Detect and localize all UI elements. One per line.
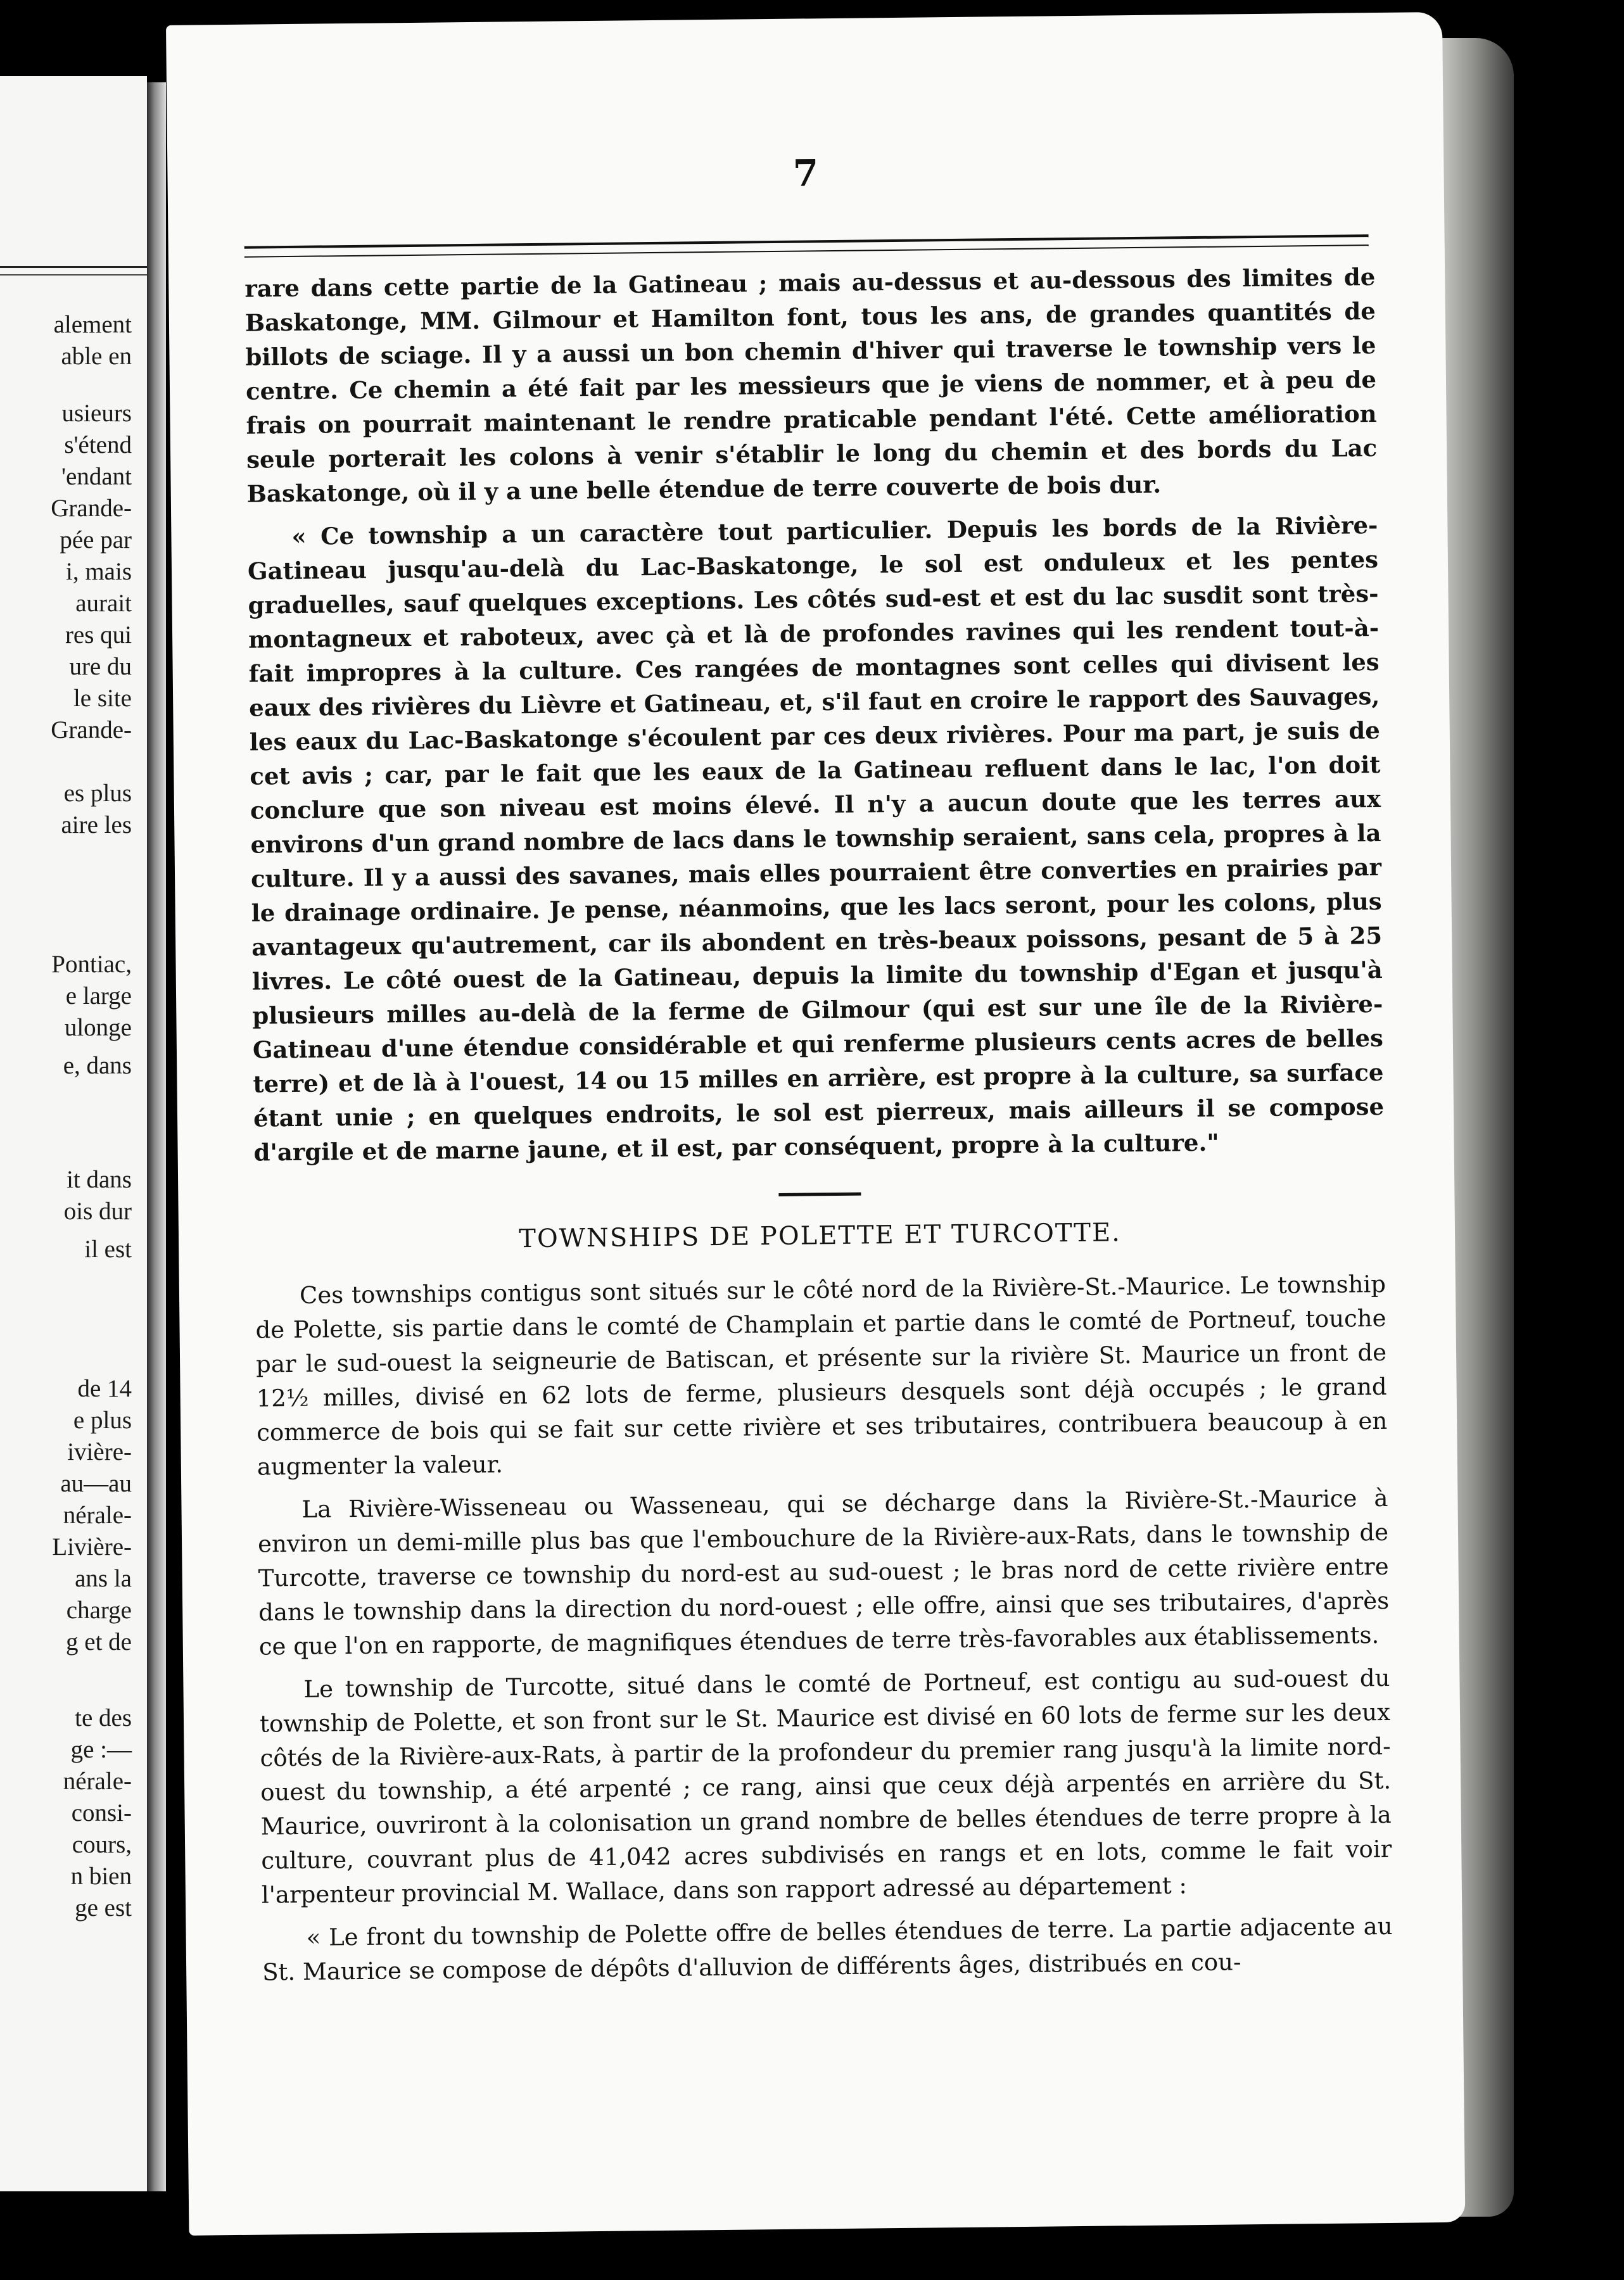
left-page-fragment: ge est xyxy=(75,1894,132,1922)
left-page-fragment: es plus xyxy=(63,780,132,807)
paragraph-4: La Rivière-Wisseneau ou Wasseneau, qui se décharge dans la Rivière-St.-Maurice à environ un demi-mille plus bas que l'embouchure de la Rivière-aux-Rats, dans le township de Turcotte, traverse ce township du nord-est au sud-ouest ; le bras nord de cette rivière entre dans le township dans la direction du nord-ouest ; elle offre, ainsi que ses tributaires, d'après ce que l'on en rapporte, de magnifiques étendues de terre très-favorables aux établissements. xyxy=(257,1484,1390,1661)
left-page-fragment: nérale- xyxy=(63,1502,132,1529)
page-body xyxy=(244,260,1393,1990)
left-page-fragment: ulonge xyxy=(64,1014,132,1041)
left-page-fragment: au—au xyxy=(60,1470,132,1497)
book-spine xyxy=(147,82,166,2191)
left-page-fragment: it dans xyxy=(67,1166,132,1193)
left-page-fragment: 'endant xyxy=(61,463,132,490)
left-page-fragment: res qui xyxy=(65,621,132,649)
header-rule xyxy=(244,234,1369,258)
left-page-fragment: Grande- xyxy=(51,716,132,744)
left-page-fragment: nérale- xyxy=(63,1768,132,1795)
left-page-fragment: pée par xyxy=(60,526,132,554)
left-page-fragment: Grande- xyxy=(51,495,132,522)
left-page-fragment: le site xyxy=(73,685,132,712)
paragraph-3: Ces townships contigus sont situés sur le côté nord de la Rivière-St.-Maurice. Le township de Polette, sis partie dans le comté de Champlain et partie dans le comté de Portneuf, touche par le sud-ouest la seigneurie de Batiscan, et présente sur la rivière St. Maurice un front de 12½ milles, divisé en 62 lots de ferme, plusieurs desquels sont déjà occupés ; le grand commerce de bois qui se fait sur cette rivière et ses tributaires, contribuera beaucoup à en augmenter la valeur. xyxy=(255,1270,1388,1481)
left-page-header-rule xyxy=(0,266,147,276)
left-page-fragment: alement xyxy=(53,311,132,338)
left-page-fragment: cours, xyxy=(72,1831,132,1858)
left-page-fragment: charge xyxy=(66,1597,132,1624)
page-number: 7 xyxy=(792,151,819,195)
left-page-fragment: ans la xyxy=(75,1565,132,1592)
left-page-fragment: Livière- xyxy=(52,1533,132,1561)
section-title: TOWNSHIPS DE POLETTE ET TURCOTTE. xyxy=(519,1218,1122,1254)
left-page-fragment: il est xyxy=(84,1236,132,1263)
left-page-fragment: consi- xyxy=(71,1799,132,1827)
left-page-fragment: e, dans xyxy=(63,1052,132,1079)
paragraph-1: rare dans cette partie de la Gatineau ; mais au-dessus et au-dessous des limites de Baskatonge, MM. Gilmour et Hamilton font, tous les ans, de grandes quantités de billots de sciage. Il y a aussi un bon chemin d'hiver qui traverse le township vers le centre. Ce chemin a été fait par les messieurs que je viens de nommer, et à peu de frais on pourrait maintenant le rendre praticable pendant l'été. Cette amélioration seule porterait les colons à venir s'établir le long du chemin et des bords du Lac Baskatonge, où il y a une belle étendue de terre couverte de bois dur. xyxy=(244,263,1378,508)
left-facing-page xyxy=(0,76,147,2191)
left-page-fragment: s'étend xyxy=(64,431,132,459)
paragraph-2-quote: « Ce township a un caractère tout particulier. Depuis les bords de la Rivière-Gatineau jusqu'au-delà du Lac-Baskatonge, le sol est onduleux et les pentes graduelles, sauf quelques exceptions. Les côtés sud-est et est du lac susdit sont très-montagneux et raboteux, avec çà et là de profondes ravines qui les rendent tout-à-fait impropres à la culture. Ces rangées de montagnes sont celles qui divisent les eaux des rivières du Lièvre et Gatineau, et, s'il faut en croire le rapport des Sauvages, les eaux du Lac-Baskatonge s'écoulent par ces deux rivières. Pour ma part, je suis de cet avis ; car, par le fait que les eaux de la Gatineau refluent dans le lac, l'on doit conclure que son niveau est moins élevé. Il n'y a aucun doute que les terres aux environs d'un grand nombre de lacs dans le township seraient, sans cela, propres à la culture. Il y a aussi des savanes, mais elles pourraient être converties en prairies par le drainage ordinaire. Je pense, néanmoins, que les lacs seront, pour les colons, plus avantageux qu'autrement, car ils abondent en très-beaux poissons, pesant de 5 à 25 livres. Le côté ouest de la Gatineau, depuis la limite du township d'Egan et jusqu'à plusieurs milles au-delà de la ferme de Gilmour (qui est sur une île de la Rivière-Gatineau d'une étendue considérable et qui renferme plusieurs cents acres de belles terre) et de là à l'ouest, 14 ou 15 milles en arrière, est propre à la culture, sa surface étant unie ; en quelques endroits, le sol est pierreux, mais ailleurs il se compose d'argile et de marne jaune, et il est, par conséquent, propre à la culture." xyxy=(247,511,1385,1167)
left-page-fragment: ure du xyxy=(69,653,132,680)
section-divider xyxy=(778,1193,861,1196)
left-page-fragment: able en xyxy=(61,343,132,370)
left-page-fragment: usieurs xyxy=(61,400,132,427)
paragraph-6-quote: « Le front du township de Polette offre de belles étendues de terre. La partie adjacente au St. Maurice se compose de dépôts d'alluvion de différents âges, distribués en cou- xyxy=(262,1912,1393,1986)
left-page-fragment: i, mais xyxy=(66,558,132,585)
left-page-fragment: aurait xyxy=(75,590,132,617)
left-page-fragment: n bien xyxy=(70,1863,132,1890)
main-page xyxy=(166,12,1465,2236)
left-page-fragment: e plus xyxy=(73,1407,132,1434)
left-page-fragment: Pontiac, xyxy=(51,951,132,978)
left-page-fragment: g et de xyxy=(66,1628,132,1656)
left-page-fragment: de 14 xyxy=(77,1375,132,1402)
left-page-fragment: ivière- xyxy=(67,1438,132,1466)
left-page-fragment: aire les xyxy=(61,811,132,839)
left-page-fragment: ois dur xyxy=(63,1198,132,1225)
paragraph-5: Le township de Turcotte, situé dans le comté de Portneuf, est contigu au sud-ouest du township de Polette, et son front sur le St. Maurice est divisé en 60 lots de ferme sur les deux côtés de la Rivière-aux-Rats, à partir de la profondeur du premier rang jusqu'à la limite nord-ouest du township, a été arpenté ; ce rang, ainsi que ceux déjà arpentés en arrière du St. Maurice, ouvriront à la colonisation un grand nombre de belles étendues de terre propre à la culture, couvrant plus de 41,042 acres subdivisés en rangs et en lots, comme le fait voir l'arpenteur provincial M. Wallace, dans son rapport adressé au département : xyxy=(259,1664,1392,1909)
left-page-fragment: e large xyxy=(65,982,132,1010)
left-page-fragment: ge :— xyxy=(70,1736,132,1763)
left-page-fragment: te des xyxy=(75,1704,132,1732)
